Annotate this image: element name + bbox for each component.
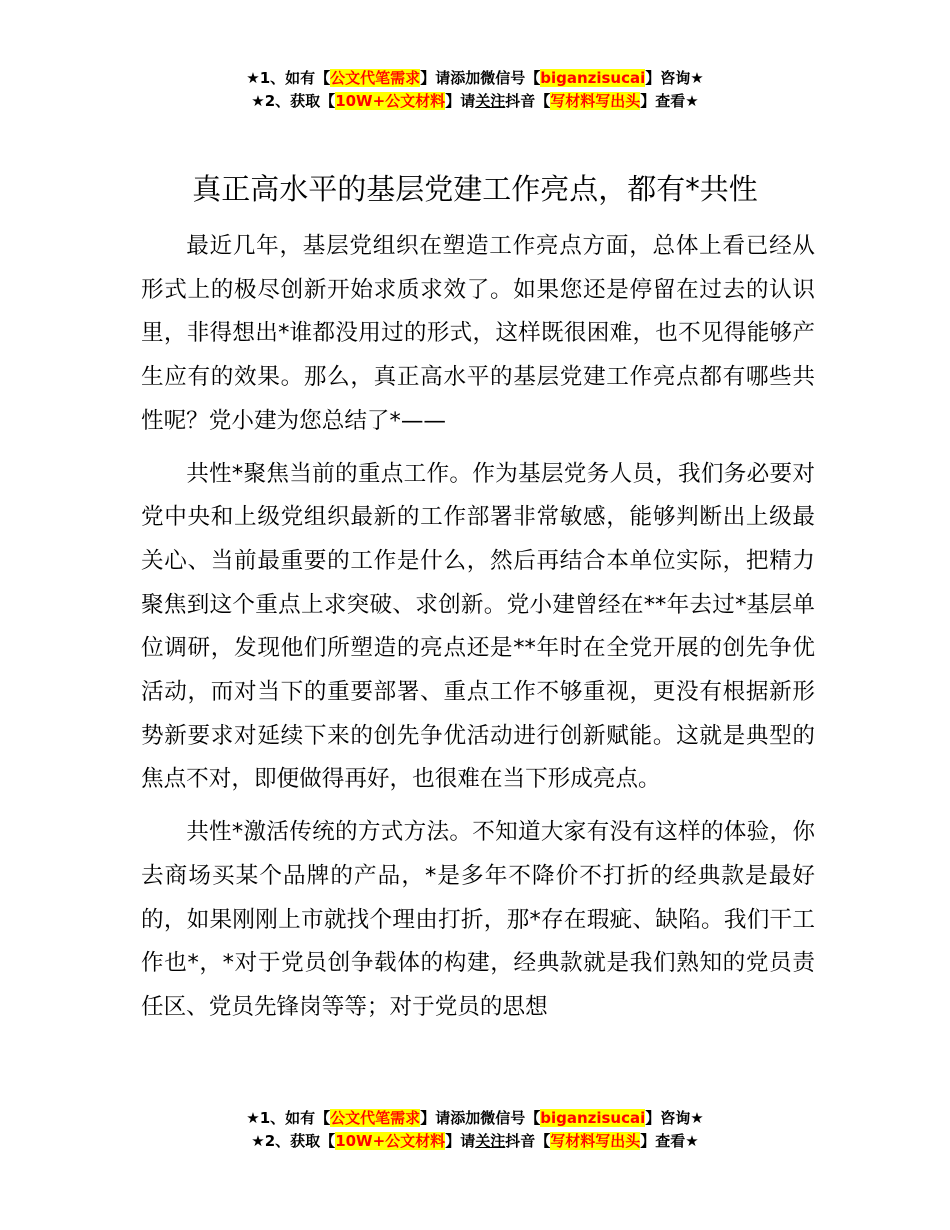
highlight-text: 10W+公文材料	[335, 1132, 446, 1150]
footer-banner	[0, 1107, 950, 1153]
banner-text: 】请添加微信号【	[420, 69, 541, 87]
banner-text: 】咨询★	[645, 69, 704, 87]
banner-text: 】请	[445, 1132, 476, 1150]
banner-text: ★2、获取【	[251, 1132, 336, 1150]
banner-text: 抖音【	[505, 1132, 551, 1150]
wechat-id-highlight: biganzisucai	[540, 69, 646, 87]
banner-text: 】请添加微信号【	[420, 1109, 541, 1127]
banner-text: 】请	[445, 92, 476, 110]
banner-text: ★1、如有【	[246, 1109, 331, 1127]
wechat-id-highlight: biganzisucai	[540, 1109, 646, 1127]
document-body	[141, 225, 815, 1039]
header-banner	[0, 67, 950, 113]
highlight-text: 公文代笔需求	[330, 1109, 421, 1127]
banner-text: 】查看★	[640, 92, 699, 110]
highlight-text: 写材料写出头	[550, 92, 641, 110]
banner-text: 抖音【	[505, 92, 551, 110]
document-title: 真正高水平的基层党建工作亮点，都有*共性	[192, 172, 758, 206]
banner-text: 】查看★	[640, 1132, 699, 1150]
paragraph: 最近几年，基层党组织在塑造工作亮点方面，总体上看已经从形式上的极尽创新开始求质求效了。如果您还是停留在过去的认识里，非得想出*谁都没用过的形式，这样既很困难，也不见得能够产生应有的效果。那么，真正高水平的基层党建工作亮点都有哪些共性呢？党小建为您总结了*——	[141, 233, 815, 434]
underlined-text: 关注	[475, 1132, 506, 1150]
underlined-text: 关注	[475, 92, 506, 110]
banner-line-1	[0, 67, 950, 90]
banner-line-2	[0, 90, 950, 113]
banner-text: ★1、如有【	[246, 69, 331, 87]
banner-line-1	[0, 1107, 950, 1130]
banner-line-2	[0, 1130, 950, 1153]
paragraph: 共性*激活传统的方式方法。不知道大家有没有这样的体验，你去商场买某个品牌的产品，*是多年不降价不打折的经典款是最好的，如果刚刚上市就找个理由打折，那*存在瑕疵、缺陷。我们干工作也*，*对于党员创争载体的构建，经典款就是我们熟知的党员责任区、党员先锋岗等等；对于党员的思想	[141, 819, 815, 1020]
paragraph: 共性*聚焦当前的重点工作。作为基层党务人员，我们务必要对党中央和上级党组织最新的工作部署非常敏感，能够判断出上级最关心、当前最重要的工作是什么，然后再结合本单位实际，把精力聚焦到这个重点上求突破、求创新。党小建曾经在**年去过*基层单位调研，发现他们所塑造的亮点还是**年时在全党开展的创先争优活动，而对当下的重要部署、重点工作不够重视，更没有根据新形势新要求对延续下来的创先争优活动进行创新赋能。这就是典型的焦点不对，即便做得再好，也很难在当下形成亮点。	[141, 460, 815, 793]
highlight-text: 公文代笔需求	[330, 69, 421, 87]
highlight-text: 10W+公文材料	[335, 92, 446, 110]
highlight-text: 写材料写出头	[550, 1132, 641, 1150]
banner-text: 】咨询★	[645, 1109, 704, 1127]
banner-text: ★2、获取【	[251, 92, 336, 110]
